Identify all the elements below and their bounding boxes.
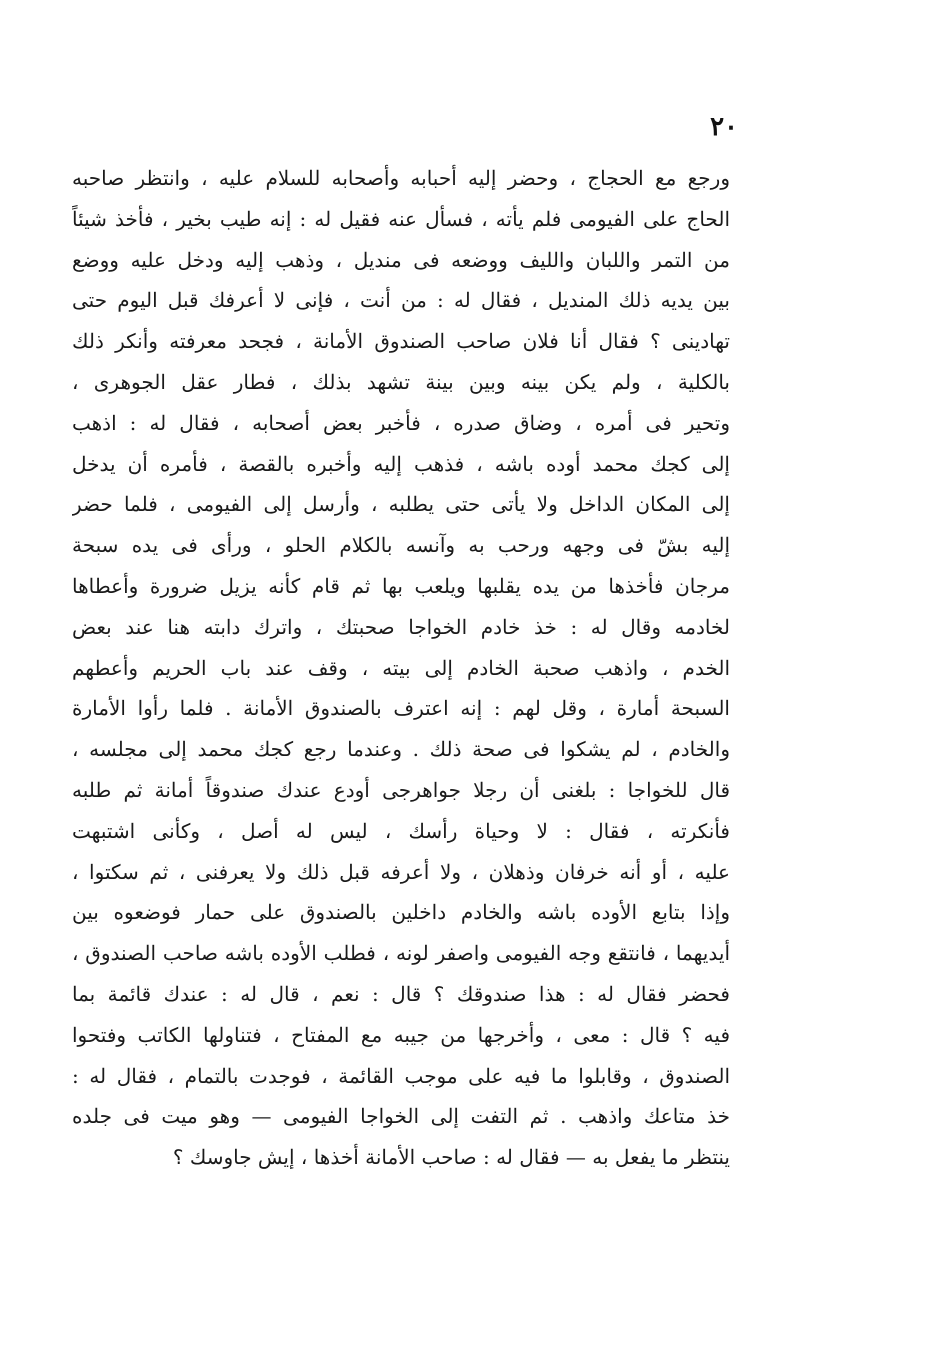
text-line: من التمر واللبان والليف ووضعه فى منديل ، وذهب إليه ودخل عليه ووضع	[72, 247, 730, 272]
text-line: ينتظر ما يفعل به — فقال له : صاحب الأمانة أخذها ، إيش جاوسك ؟	[172, 1145, 730, 1170]
body-text	[72, 158, 730, 1178]
text-line: خذ متاعك واذهب . ثم التفت إلى الخواجا الفيومى — وهو ميت فى جلده	[72, 1104, 730, 1129]
text-line: وإذا بتابع الأوده باشه والخادم داخلين بالصندوق على حمار فوضعوه بين	[72, 900, 730, 925]
text-line: إلى كجك محمد أوده باشه ، فذهب إليه وأخبره بالقصة ، فأمره أن يدخل	[72, 451, 730, 476]
text-line: ورجع مع الحجاج ، وحضر إليه أحبابه وأصحابه للسلام عليه ، وانتظر صاحبه	[72, 166, 730, 190]
text-line: وتحير فى أمره ، وضاق صدره ، فأخبر بعض أصحابه ، فقال له : اذهب	[72, 410, 730, 435]
text-line: عليه ، أو أنه خرفان وذهلان ، ولا أعرفه قبل ذلك ولا يعرفنى ، ثم سكتوا ،	[72, 859, 730, 884]
text-line: أيديهما ، فانتقع وجه الفيومى واصفر لونه ، فطلب الأوده باشه صاحب الصندوق ،	[72, 941, 730, 966]
text-line: لخادمه وقال له : خذ خادم الخواجا صحبتك ، واترك دابته هنا عند بعض	[72, 614, 730, 639]
text-line: مرجان فأخذها من يده يقلبها ويلعب بها ثم قام كأنه يزيل ضرورة وأعطاها	[72, 573, 730, 598]
text-line: بالكلية ، ولم يكن بينه وبين بينة تشهد بذلك ، فطار عقل الجوهرى ،	[72, 369, 730, 394]
text-line: السبحة أمارة ، وقل لهم : إنه اعترف بالصندوق الأمانة . فلما رأوا الأمارة	[72, 696, 730, 721]
text-line: قال للخواجا : بلغنى أن رجلا جواهرجى أودع عندك صندوقاً أمانة ثم طلبه	[72, 777, 730, 802]
text-line: تهادينى ؟ فقال أنا فلان صاحب الصندوق الأمانة ، فجحد معرفته وأنكر ذلك	[72, 329, 730, 354]
text-line: فيه ؟ قال : معى ، وأخرجها من جيبه مع المفتاح ، فتناولها الكاتب وفتحوا	[72, 1022, 730, 1047]
text-line: فحضر فقال له : هذا صندوقك ؟ قال : نعم ، قال له : عندك قائمة بما	[72, 981, 730, 1006]
text-line: إليه بشّ فى وجهه ورحب به وآنسه بالكلام الحلو ، ورأى فى يده سبحة	[72, 533, 730, 558]
text-line: والخادم ، لم يشكوا فى صحة ذلك . وعندما رجع كجك محمد إلى مجلسه ،	[72, 737, 730, 762]
text-line: إلى المكان الداخل ولا يأتى حتى يطلبه ، وأرسل إلى الفيومى ، فلما حضر	[72, 492, 730, 517]
text-line: الحاج على الفيومى فلم يأته ، فسأل عنه فقيل له : إنه طيب بخير ، فأخذ شيئاً	[72, 206, 730, 231]
page-number: ٢٠	[710, 112, 738, 142]
text-line: الصندوق ، وقابلوا ما فيه على موجب القائمة ، فوجدت بالتمام ، فقال له :	[72, 1063, 730, 1088]
text-line: فأنكرته ، فقال : لا وحياة رأسك ، ليس له أصل ، وكأنى اشتبهت	[72, 818, 730, 843]
text-line: الخدم ، واذهب صحبة الخادم إلى بيته ، وقف عند باب الحريم وأعطهم	[72, 655, 730, 680]
text-line: بين يديه ذلك المنديل ، فقال له : من أنت ، فإنى لا أعرفك قبل اليوم حتى	[72, 288, 730, 313]
